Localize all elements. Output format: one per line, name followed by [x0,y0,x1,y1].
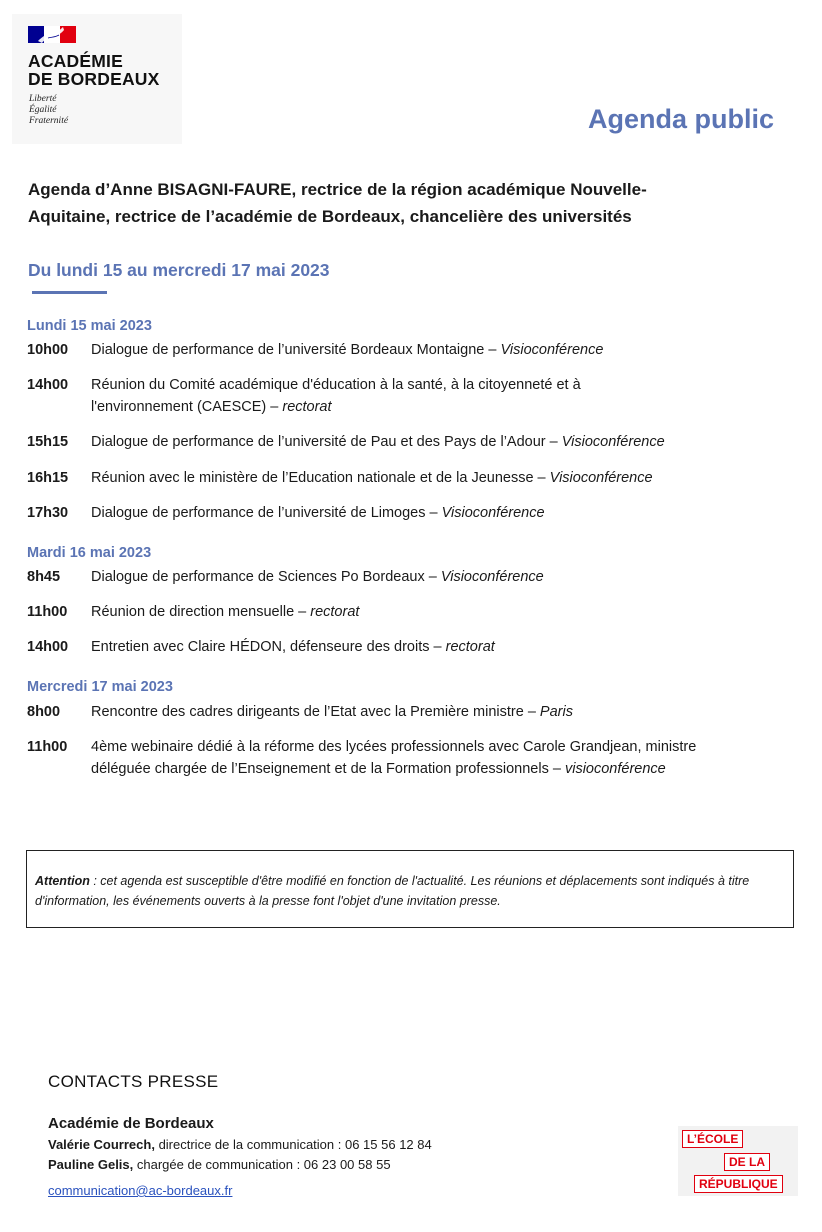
disclaimer-label: Attention [35,874,90,888]
day-heading-wednesday: Mercredi 17 mai 2023 [27,679,173,695]
entry-location: Visioconférence [561,434,665,450]
agenda-entry [27,502,787,524]
entry-location: Paris [539,704,573,720]
agenda-entry [27,431,787,453]
contact-role: chargée de communication : 06 23 00 58 55 [133,1157,391,1172]
agenda-intro: Agenda d’Anne BISAGNI-FAURE, rectrice de la région académique Nouvelle- Aquitaine, rectrice de l’académie de Bordeaux, chancelière des universités [28,180,647,226]
contact-org: Académie de Bordeaux [48,1115,214,1132]
academie-name: ACADÉMIE DE BORDEAUX [28,51,160,89]
entry-time: 15h15 [27,434,69,450]
entry-location: Visioconférence [500,342,604,358]
marianne-flag-icon [28,26,76,43]
page-title: Agenda public [587,104,774,134]
entry-text: Réunion avec le ministère de l’Education nationale et de la Jeunesse – [91,470,550,486]
ecole-logo-line-2: DE LA [724,1153,770,1171]
entry-time: 8h45 [27,569,61,585]
agenda-entry [27,467,787,489]
period-underline [32,291,107,294]
contact-person [48,1157,391,1172]
entry-text: Réunion du Comité académique d'éducation à la santé, à la citoyenneté et à l'environnement (CAESCE) – [91,377,581,415]
contact-email-link[interactable]: communication@ac-bordeaux.fr [48,1183,233,1198]
contact-person [48,1137,432,1152]
entry-time: 10h00 [27,342,69,358]
entry-location: Visioconférence [549,470,653,486]
period-heading: Du lundi 15 au mercredi 17 mai 2023 [28,260,330,280]
academie-logo [12,14,182,144]
agenda-entry [27,601,787,623]
entry-text: 4ème webinaire dédié à la réforme des lycées professionnels avec Carole Grandjean, ministre déléguée chargée de l’Enseignement et de la Formation professionnels – [91,739,697,777]
day-heading-monday: Lundi 15 mai 2023 [27,318,152,334]
ecole-republique-logo [678,1126,798,1196]
entry-location: rectorat [310,604,360,620]
contact-role: directrice de la communication : 06 15 56 12 84 [154,1137,432,1152]
entry-text: Dialogue de performance de l’université de Pau et des Pays de l’Adour – [91,434,562,450]
entry-time: 14h00 [27,639,69,655]
republic-motto: Liberté Égalité Fraternité [29,94,69,126]
contact-name: Pauline Gelis, [48,1157,134,1172]
entry-text: Entretien avec Claire HÉDON, défenseure des droits – [91,639,446,655]
agenda-entry [27,566,787,588]
entry-text: Dialogue de performance de l’université de Limoges – [91,505,442,521]
entry-text: Rencontre des cadres dirigeants de l’Etat avec la Première ministre – [91,704,540,720]
contacts-heading: CONTACTS PRESSE [48,1072,219,1091]
entry-time: 17h30 [27,505,69,521]
disclaimer-body: : cet agenda est susceptible d'être modifié en fonction de l'actualité. Les réunions et déplacements sont indiqués à titre d'information, les événements ouverts à la presse font l'objet d'une invitation presse. [35,874,750,908]
ecole-logo-line-1: L’ÉCOLE [682,1130,743,1148]
entry-location: Visioconférence [441,505,545,521]
entry-location: Visioconférence [440,569,544,585]
day-heading-tuesday: Mardi 16 mai 2023 [27,545,152,561]
ecole-logo-line-3: RÉPUBLIQUE [694,1175,783,1193]
agenda-entry [27,339,787,361]
contact-name: Valérie Courrech, [48,1137,155,1152]
entry-text: Réunion de direction mensuelle – [91,604,311,620]
agenda-entry [27,636,787,658]
entry-time: 8h00 [27,704,61,720]
entry-time: 11h00 [27,739,68,755]
entry-text: Dialogue de performance de l’université Bordeaux Montaigne – [91,342,501,358]
agenda-entry [27,374,787,418]
agenda-entry [27,736,787,780]
entry-time: 16h15 [27,470,69,486]
entry-location: rectorat [445,639,495,655]
disclaimer-box [26,850,794,928]
agenda-entry [27,701,787,723]
entry-time: 14h00 [27,377,69,393]
entry-location: rectorat [282,399,332,415]
entry-location: visioconférence [564,761,666,777]
entry-text: Dialogue de performance de Sciences Po Bordeaux – [91,569,441,585]
entry-time: 11h00 [27,604,68,620]
disclaimer-text [35,871,787,911]
